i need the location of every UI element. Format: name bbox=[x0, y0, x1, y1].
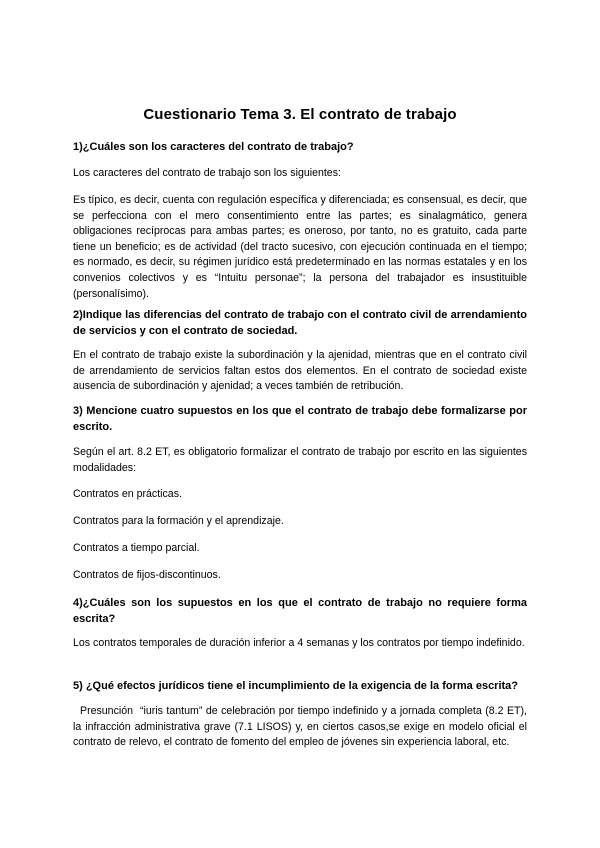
question-5: 5) ¿Qué efectos jurídicos tiene el incumplimiento de la exigencia de la forma escrita? bbox=[73, 680, 519, 692]
answer-2: En el contrato de trabajo existe la subordinación y la ajenidad, mientras que en el contrato civil de arrendamiento de servicios faltan estos dos elementos. En el contrato de sociedad existe ausencia de subordinación y ajenidad; a veces también de retribución. bbox=[73, 349, 527, 393]
list-item: Contratos a tiempo parcial. bbox=[73, 542, 200, 554]
question-4: 4)¿Cuáles son los supuestos en los que el contrato de trabajo no requiere forma escrita? bbox=[73, 597, 527, 625]
list-item: Contratos para la formación y el aprendizaje. bbox=[73, 515, 284, 527]
question-2: 2)Indique las diferencias del contrato de trabajo con el contrato civil de arrendamiento de servicios y con el contrato de sociedad. bbox=[73, 309, 527, 337]
list-item: Contratos de fijos-discontinuos. bbox=[73, 569, 221, 581]
answer-5: Presunción “iuris tantum” de celebración por tiempo indefinido y a jornada completa (8.2 ET), la infracción administrativa grave (7.1 LISOS) y, en ciertos casos,se exige en modelo oficial el contrato de relevo, el contrato de fomento del empleo de jóvenes sin experiencia laboral, etc. bbox=[73, 705, 530, 749]
answer-1: Es típico, es decir, cuenta con regulación específica y diferenciada; es consensual, es decir, que se perfecciona con el mero consentimiento entre las partes; es sinalagmático, genera obligaciones recíprocas para ambas partes; es oneroso, por tanto, no es gratuito, cada parte tiene un beneficio; es de actividad (del tracto sucesivo, con ejecución continuada en el tiempo; es normado, es decir, su régimen jurídico está predeterminado en las normas estatales y en los convenios colectivos y es “Intuitu personae”; la persona del trabajador es insustituible (personalísimo). bbox=[73, 194, 527, 300]
answer-1-intro: Los caracteres del contrato de trabajo son los siguientes: bbox=[73, 167, 341, 179]
list-item: Contratos en prácticas. bbox=[73, 488, 182, 500]
question-3: 3) Mencione cuatro supuestos en los que el contrato de trabajo debe formalizarse por escrito. bbox=[73, 405, 527, 433]
answer-3-intro: Según el art. 8.2 ET, es obligatorio formalizar el contrato de trabajo por escrito en las siguientes modalidades: bbox=[73, 446, 527, 474]
answer-4: Los contratos temporales de duración inferior a 4 semanas y los contratos por tiempo indefinido. bbox=[73, 637, 525, 649]
question-1: 1)¿Cuáles son los caracteres del contrato de trabajo? bbox=[73, 141, 354, 153]
document-title: Cuestionario Tema 3. El contrato de trabajo bbox=[143, 106, 457, 123]
